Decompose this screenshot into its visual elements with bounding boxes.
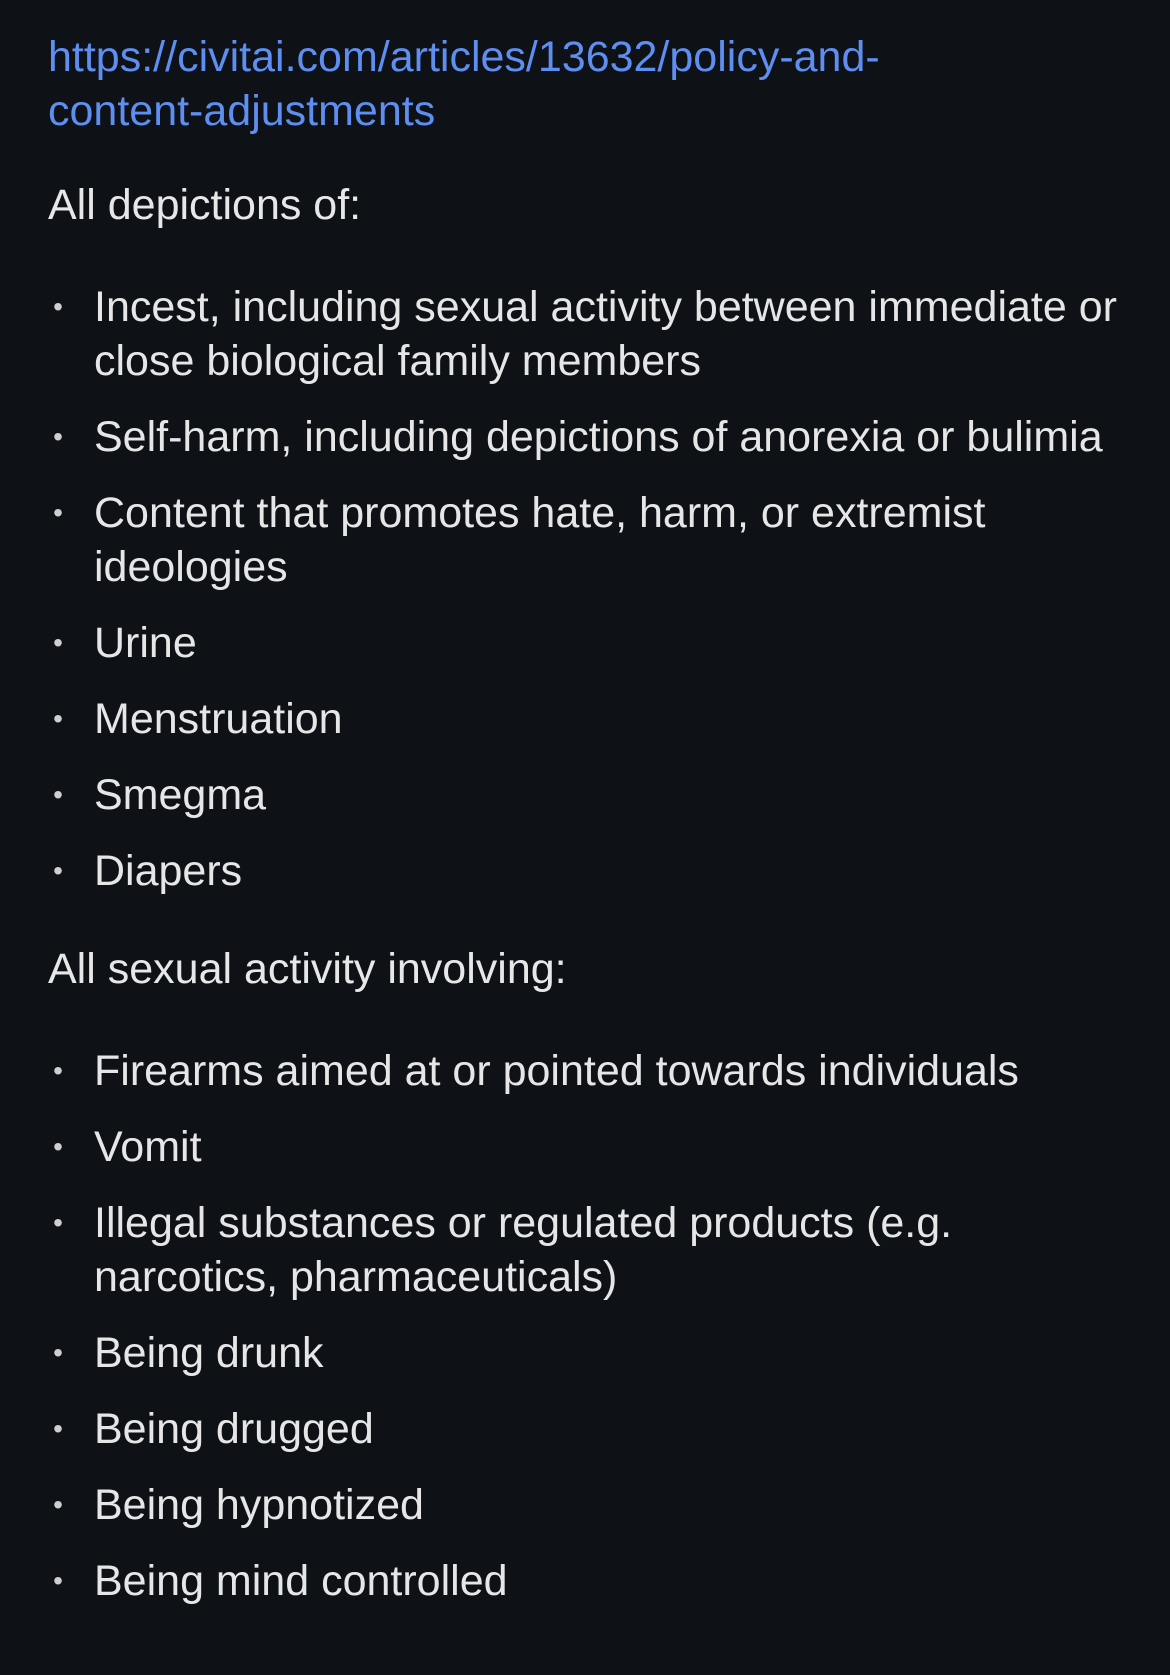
list-item: • Firearms aimed at or pointed towards individuals (48, 1044, 1138, 1098)
bullet-icon: • (53, 1565, 63, 1596)
bullet-icon: • (53, 1207, 63, 1238)
bullet-icon: • (53, 703, 63, 734)
article-content (48, 30, 1138, 1630)
bullet-icon: • (53, 627, 63, 658)
list-item: • Menstruation (48, 692, 1138, 746)
bullet-icon: • (53, 497, 63, 528)
bullet-icon: • (53, 291, 63, 322)
list-item: • Diapers (48, 844, 1138, 898)
section-heading-depictions: All depictions of: (48, 181, 362, 229)
bullet-icon: • (53, 1489, 63, 1520)
bullet-icon: • (53, 855, 63, 886)
section-heading-sexual-activity: All sexual activity involving: (48, 945, 567, 993)
sexual-activity-list (48, 1044, 1138, 1608)
list-item: • Vomit (48, 1120, 1138, 1174)
list-item: • Incest, including sexual activity between immediate or close biological family members (48, 280, 1138, 388)
bullet-icon: • (53, 779, 63, 810)
list-item: • Content that promotes hate, harm, or extremist ideologies (48, 486, 1138, 594)
bullet-icon: • (53, 1131, 63, 1162)
list-item: • Illegal substances or regulated products (e.g. narcotics, pharmaceuticals) (48, 1196, 1138, 1304)
policy-article-link[interactable]: https://civitai.com/articles/13632/policy-and-content-adjustments (48, 33, 880, 135)
list-item: • Being hypnotized (48, 1478, 1138, 1532)
bullet-icon: • (53, 1055, 63, 1086)
bullet-icon: • (53, 421, 63, 452)
list-item: • Smegma (48, 768, 1138, 822)
list-item: • Being drugged (48, 1402, 1138, 1456)
depictions-list (48, 280, 1138, 898)
bullet-icon: • (53, 1413, 63, 1444)
list-item: • Self-harm, including depictions of anorexia or bulimia (48, 410, 1138, 464)
list-item: • Being drunk (48, 1326, 1138, 1380)
list-item: • Urine (48, 616, 1138, 670)
list-item: • Being mind controlled (48, 1554, 1138, 1608)
bullet-icon: • (53, 1337, 63, 1368)
